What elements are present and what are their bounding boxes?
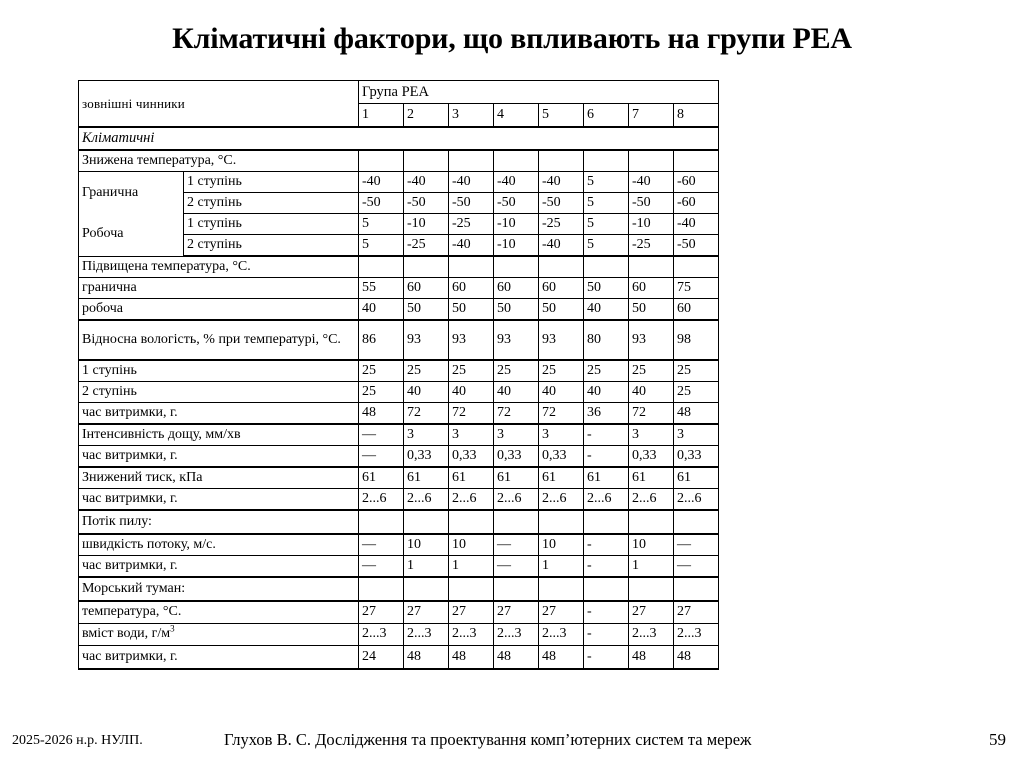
cell: 2...3 (539, 624, 584, 646)
cell: - (584, 601, 629, 624)
cell: 40 (449, 382, 494, 403)
table-row (79, 601, 719, 624)
table-row (79, 403, 719, 425)
cell: — (494, 556, 539, 578)
cell: 40 (404, 382, 449, 403)
cell: 10 (539, 534, 584, 556)
cell: 25 (404, 360, 449, 382)
cell: 93 (404, 320, 449, 360)
cell: -10 (629, 214, 674, 235)
header-external-factors: зовнішні чинники (79, 81, 359, 128)
cell: -50 (539, 193, 584, 214)
cell: 50 (584, 278, 629, 299)
cell: 25 (674, 382, 719, 403)
dust-blank-2 (404, 510, 449, 534)
cell: - (584, 556, 629, 578)
cell: -25 (449, 214, 494, 235)
row-relative-humidity (79, 320, 719, 360)
fog-blank-6 (584, 577, 629, 601)
cell: 72 (539, 403, 584, 425)
cell: 40 (539, 382, 584, 403)
cell: 2...3 (359, 624, 404, 646)
cell: 2...6 (449, 489, 494, 511)
slide-footer (0, 729, 1024, 755)
cell: 2...3 (449, 624, 494, 646)
header-col-4: 4 (494, 104, 539, 128)
cell: 27 (449, 601, 494, 624)
cell: -50 (449, 193, 494, 214)
cell: 5 (584, 193, 629, 214)
cell: - (584, 424, 629, 446)
row-rain-intensity (79, 424, 719, 446)
cell: 60 (539, 278, 584, 299)
cell: 10 (629, 534, 674, 556)
cell: 2...6 (404, 489, 449, 511)
row-high-temperature-title (79, 256, 719, 278)
cell: 27 (539, 601, 584, 624)
cell: 27 (404, 601, 449, 624)
cell: 61 (494, 467, 539, 489)
fog-water-content-text: вміст води, г/м (82, 626, 171, 642)
cell: 50 (629, 299, 674, 321)
low-temp-blank-3 (449, 150, 494, 172)
cell: -40 (539, 235, 584, 257)
row-dust-flow-title (79, 510, 719, 534)
cell: 86 (359, 320, 404, 360)
high-temp-blank-5 (539, 256, 584, 278)
fog-blank-1 (359, 577, 404, 601)
cell: — (674, 534, 719, 556)
cell: 25 (494, 360, 539, 382)
high-temp-blank-2 (404, 256, 449, 278)
work-degree1-label: 1 ступінь (184, 214, 359, 235)
fog-blank-8 (674, 577, 719, 601)
table-row (79, 299, 719, 321)
cell: 1 (449, 556, 494, 578)
cell: - (584, 646, 629, 670)
cell: 80 (584, 320, 629, 360)
limit-group-label: Гранична (79, 172, 184, 214)
cell: -10 (494, 214, 539, 235)
cell: 40 (494, 382, 539, 403)
cell: 98 (674, 320, 719, 360)
table-header-row-group (79, 81, 719, 104)
cell: 5 (359, 214, 404, 235)
cell: 72 (494, 403, 539, 425)
cell: - (584, 446, 629, 468)
rain-intensity-label: Інтенсивність дощу, мм/хв (79, 424, 359, 446)
cell: 5 (584, 214, 629, 235)
row-low-temperature-title (79, 150, 719, 172)
cell: 24 (359, 646, 404, 670)
cell: 60 (404, 278, 449, 299)
humidity-degree1-label: 1 ступінь (79, 360, 359, 382)
cell: -25 (539, 214, 584, 235)
dust-flow-label: Потік пилу: (79, 510, 359, 534)
cell: 60 (494, 278, 539, 299)
cell: 50 (494, 299, 539, 321)
row-sea-fog-title (79, 577, 719, 601)
cell: 55 (359, 278, 404, 299)
table-row (79, 214, 719, 235)
cell: 10 (449, 534, 494, 556)
cell: -50 (674, 235, 719, 257)
cell: -40 (449, 235, 494, 257)
cell: 50 (449, 299, 494, 321)
cell: 3 (404, 424, 449, 446)
cell: 0,33 (539, 446, 584, 468)
fog-blank-3 (449, 577, 494, 601)
cell: 48 (674, 646, 719, 670)
cell: 48 (674, 403, 719, 425)
cell: -40 (539, 172, 584, 193)
cell: 36 (584, 403, 629, 425)
cell: 3 (629, 424, 674, 446)
cell: 93 (494, 320, 539, 360)
cell: 2...6 (674, 489, 719, 511)
cell: 60 (629, 278, 674, 299)
cell: 60 (674, 299, 719, 321)
dust-blank-5 (539, 510, 584, 534)
cell: — (494, 534, 539, 556)
cell: -50 (404, 193, 449, 214)
header-col-3: 3 (449, 104, 494, 128)
dust-blank-8 (674, 510, 719, 534)
high-limit-label: гранична (79, 278, 359, 299)
fog-blank-7 (629, 577, 674, 601)
cell: 72 (404, 403, 449, 425)
cell: 25 (449, 360, 494, 382)
cell: 10 (404, 534, 449, 556)
cell: -40 (359, 172, 404, 193)
section-climatic-label: Кліматичні (79, 127, 719, 150)
cell: 0,33 (404, 446, 449, 468)
cell: 48 (629, 646, 674, 670)
cell: 27 (674, 601, 719, 624)
work-degree2-label: 2 ступінь (184, 235, 359, 257)
page-title: Кліматичні фактори, що впливають на групи РЕА (172, 22, 852, 55)
dust-blank-4 (494, 510, 539, 534)
cell: 93 (629, 320, 674, 360)
cell: 1 (539, 556, 584, 578)
rain-hold-time-label: час витримки, г. (79, 446, 359, 468)
header-col-7: 7 (629, 104, 674, 128)
cell: - (584, 624, 629, 646)
cell: 27 (629, 601, 674, 624)
dust-hold-time-label: час витримки, г. (79, 556, 359, 578)
footer-academic-year: 2025-2026 н.р. НУЛП. (12, 733, 143, 748)
cell: 72 (629, 403, 674, 425)
footer-page-number: 59 (989, 730, 1006, 749)
cell: — (674, 556, 719, 578)
cell: 2...3 (494, 624, 539, 646)
fog-blank-5 (539, 577, 584, 601)
cell: 5 (584, 235, 629, 257)
cell: -25 (629, 235, 674, 257)
cell: 27 (494, 601, 539, 624)
fog-hold-time-label: час витримки, г. (79, 646, 359, 670)
cell: 2...3 (674, 624, 719, 646)
dust-blank-7 (629, 510, 674, 534)
cell: -40 (629, 172, 674, 193)
cell: 40 (584, 382, 629, 403)
cell: — (359, 556, 404, 578)
cell: 27 (359, 601, 404, 624)
cell: 61 (539, 467, 584, 489)
low-temp-blank-5 (539, 150, 584, 172)
cell: 1 (629, 556, 674, 578)
cell: 50 (539, 299, 584, 321)
cell: 61 (449, 467, 494, 489)
cell: 61 (674, 467, 719, 489)
row-low-pressure (79, 467, 719, 489)
table-row (79, 382, 719, 403)
cell: 2...3 (404, 624, 449, 646)
low-temp-blank-7 (629, 150, 674, 172)
humidity-hold-time-label: час витримки, г. (79, 403, 359, 425)
cell: 2...3 (629, 624, 674, 646)
low-pressure-label: Знижений тиск, кПа (79, 467, 359, 489)
sea-fog-label: Морський туман: (79, 577, 359, 601)
high-temp-blank-4 (494, 256, 539, 278)
cell: 75 (674, 278, 719, 299)
cell: 40 (629, 382, 674, 403)
cell: 48 (359, 403, 404, 425)
cell: 2...6 (584, 489, 629, 511)
cell: 5 (584, 172, 629, 193)
cell: -40 (494, 172, 539, 193)
high-temp-blank-7 (629, 256, 674, 278)
header-col-8: 8 (674, 104, 719, 128)
work-group-label: Робоча (79, 214, 184, 257)
cell: 3 (494, 424, 539, 446)
high-temperature-label: Підвищена температура, °С. (79, 256, 359, 278)
cell: 0,33 (674, 446, 719, 468)
footer-course-title: Глухов В. С. Дослідження та проектування комп’ютерних систем та мереж (224, 730, 752, 749)
fog-blank-2 (404, 577, 449, 601)
cell: -10 (404, 214, 449, 235)
header-group-rea: Група РЕА (359, 81, 719, 104)
cell: 3 (674, 424, 719, 446)
cell: 48 (494, 646, 539, 670)
cell: 25 (584, 360, 629, 382)
dust-blank-6 (584, 510, 629, 534)
cell: 0,33 (449, 446, 494, 468)
cell: -60 (674, 172, 719, 193)
cell: 48 (449, 646, 494, 670)
cell: 48 (404, 646, 449, 670)
table-row (79, 278, 719, 299)
cell: — (359, 534, 404, 556)
cell: 61 (359, 467, 404, 489)
cell: 25 (674, 360, 719, 382)
cell: -40 (674, 214, 719, 235)
pressure-hold-time-label: час витримки, г. (79, 489, 359, 511)
low-temp-blank-1 (359, 150, 404, 172)
high-temp-blank-3 (449, 256, 494, 278)
cell: 50 (404, 299, 449, 321)
table-row (79, 489, 719, 511)
climatic-factors-table (78, 80, 719, 670)
fog-blank-4 (494, 577, 539, 601)
table-row (79, 556, 719, 578)
high-temp-blank-8 (674, 256, 719, 278)
cell: 60 (449, 278, 494, 299)
table-row (79, 172, 719, 193)
dust-speed-label: швидкість потоку, м/с. (79, 534, 359, 556)
cell: 25 (539, 360, 584, 382)
cell: 3 (449, 424, 494, 446)
cell: 3 (539, 424, 584, 446)
cell: 72 (449, 403, 494, 425)
dust-blank-3 (449, 510, 494, 534)
cell: 40 (359, 299, 404, 321)
header-col-2: 2 (404, 104, 449, 128)
cell: -25 (404, 235, 449, 257)
low-temp-blank-4 (494, 150, 539, 172)
cell: 25 (359, 382, 404, 403)
cell: -40 (449, 172, 494, 193)
low-temp-blank-6 (584, 150, 629, 172)
low-temperature-label: Знижена температура, °С. (79, 150, 359, 172)
high-temp-blank-6 (584, 256, 629, 278)
cell: 0,33 (629, 446, 674, 468)
header-col-1: 1 (359, 104, 404, 128)
cell: 61 (629, 467, 674, 489)
high-temp-blank-1 (359, 256, 404, 278)
cell: 25 (359, 360, 404, 382)
cell: -50 (359, 193, 404, 214)
climatic-factors-table-wrapper (78, 80, 718, 670)
cell: -10 (494, 235, 539, 257)
low-temp-blank-8 (674, 150, 719, 172)
cell: -40 (404, 172, 449, 193)
humidity-degree2-label: 2 ступінь (79, 382, 359, 403)
limit-degree1-label: 1 ступінь (184, 172, 359, 193)
cell: 2...6 (629, 489, 674, 511)
cell: 93 (539, 320, 584, 360)
cell: 61 (584, 467, 629, 489)
table-row (79, 360, 719, 382)
cell: — (359, 424, 404, 446)
cell: 2...6 (494, 489, 539, 511)
cell: 2...6 (359, 489, 404, 511)
table-row (79, 624, 719, 646)
cell: 0,33 (494, 446, 539, 468)
section-header-climatic (79, 127, 719, 150)
cell: 5 (359, 235, 404, 257)
cell: -50 (629, 193, 674, 214)
fog-temperature-label: температура, °С. (79, 601, 359, 624)
humidity-label: Відносна вологість, % при температурі, °С. (79, 320, 359, 360)
header-col-5: 5 (539, 104, 584, 128)
cell: — (359, 446, 404, 468)
cell: 1 (404, 556, 449, 578)
fog-water-content-label (79, 624, 359, 646)
limit-degree2-label: 2 ступінь (184, 193, 359, 214)
table-row (79, 646, 719, 670)
header-col-6: 6 (584, 104, 629, 128)
cell: -60 (674, 193, 719, 214)
table-row (79, 446, 719, 468)
cell: - (584, 534, 629, 556)
fog-water-content-superscript: 3 (170, 623, 175, 634)
cell: 93 (449, 320, 494, 360)
table-row (79, 534, 719, 556)
cell: 40 (584, 299, 629, 321)
cell: 25 (629, 360, 674, 382)
low-temp-blank-2 (404, 150, 449, 172)
high-work-label: робоча (79, 299, 359, 321)
cell: 61 (404, 467, 449, 489)
cell: -50 (494, 193, 539, 214)
cell: 2...6 (539, 489, 584, 511)
dust-blank-1 (359, 510, 404, 534)
cell: 48 (539, 646, 584, 670)
